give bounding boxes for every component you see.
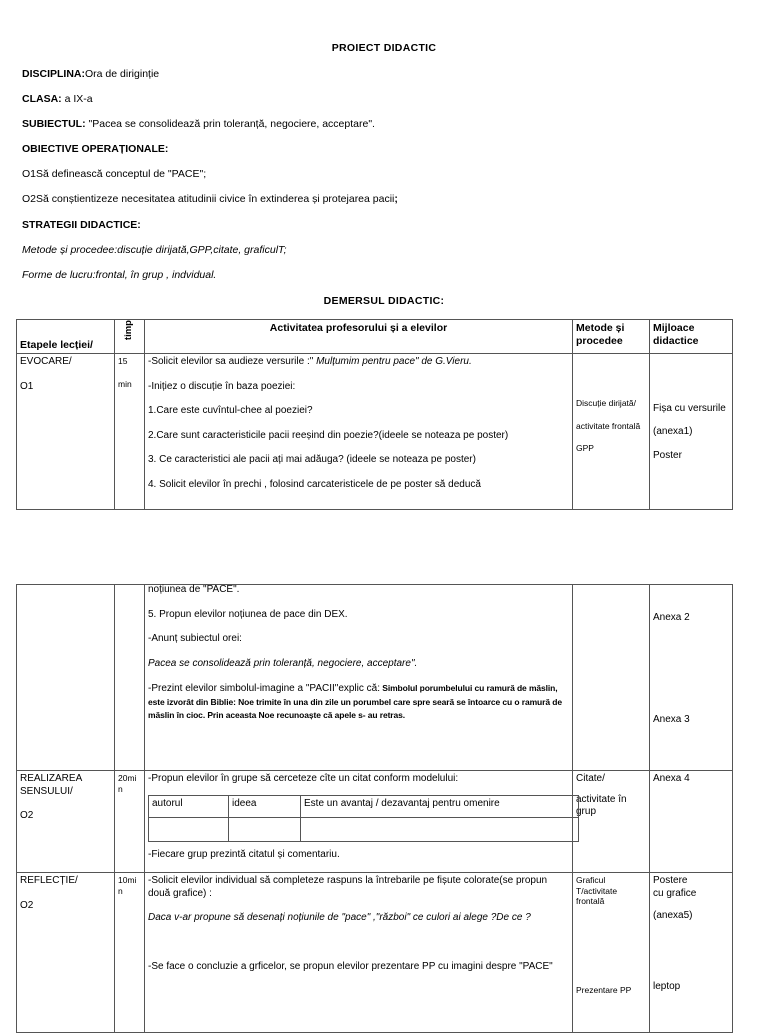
etapa-cell: [17, 873, 115, 1033]
activity-line: [148, 682, 569, 723]
activitate-cell: [145, 585, 573, 771]
obiectiv-label: O2: [20, 899, 34, 911]
disciplina-value: Ora de diriginție: [85, 68, 160, 80]
header-timp: [115, 320, 145, 354]
forme-line: Forme de lucru:frontal, în grup , indvidual.: [22, 269, 217, 281]
page-title: PROIECT DIDACTIC: [331, 42, 437, 54]
mijloace-cell: [650, 354, 733, 510]
timp-cell: 10mi n: [115, 873, 145, 1033]
metoda-item: GPP: [576, 443, 594, 453]
activitate-cell: [145, 771, 573, 873]
objective-o2-end: ;: [394, 193, 398, 205]
activity-line: -Se face o concluzie a grficelor, se propun elevilor prezentare PP cu imagini despre "PACE": [148, 960, 553, 972]
timp-unit: min: [118, 378, 132, 389]
subiectul-value: "Pacea se consolidează prin toleranță, negociere, acceptare".: [85, 118, 375, 130]
disciplina-line: [22, 68, 159, 80]
table-row: [17, 771, 733, 873]
activity-line: -Anunț subiectul orei:: [148, 633, 242, 644]
activity-line: 4. Solicit elevilor în prechi , folosind carcateristicele de pe poster să deducă: [148, 478, 481, 490]
activitate-cell: [145, 354, 573, 510]
etapa-label: REFLECȚIE/: [20, 875, 78, 886]
header-etapele: Etapele lecției/: [17, 320, 115, 354]
table-row: [149, 796, 579, 818]
mijloc-item: leptop: [653, 980, 681, 992]
mijloace-cell: [650, 585, 733, 771]
mijloc-item: Fișa cu versurile: [653, 403, 726, 414]
mijloc-item: Poster: [653, 450, 682, 461]
activity-line: -Fiecare grup prezintă citatul și comentariu.: [148, 849, 340, 860]
metode-line: Metode și procedee:discuție dirijată,GPP,citate, graficulT;: [22, 244, 287, 256]
header-activitatea: Activitatea profesorului și a elevilor: [145, 320, 573, 354]
etapa-label: REALIZAREA SENSULUI/: [20, 773, 82, 797]
activity-line: 1.Care este cuvîntul-chee al poeziei?: [148, 405, 313, 416]
objective-o1: O1Să definească conceptul de "PACE";: [22, 168, 207, 180]
mijloace-cell: [650, 771, 733, 873]
metode-cell: [573, 771, 650, 873]
activity-line: -Propun elevilor în grupe să cerceteze cîte un citat conform modelului:: [148, 773, 459, 784]
mijloace-cell: [650, 873, 733, 1033]
metode-cell: [573, 354, 650, 510]
activity-line: -Solicit elevilor individual să completeze raspuns la întrebarile pe fișute colorate(se propun două grafice) :: [148, 875, 548, 899]
etapa-label: EVOCARE/: [20, 356, 72, 367]
subiectul-label: SUBIECTUL:: [22, 118, 86, 130]
objective-o2: [22, 193, 398, 205]
metoda-item: activitate în grup: [576, 793, 627, 817]
timp-cell: 20mi n: [115, 771, 145, 873]
objective-o2-text: O2Să conștientizeze necesitatea atitudinii civice în extinderea și protejarea pacii: [22, 193, 395, 205]
citat-model-table: [148, 795, 579, 842]
metoda-item: Graficul T/activitate frontală: [576, 875, 618, 906]
metode-cell: [573, 585, 650, 771]
table-row: [17, 585, 733, 771]
mijloc-item: Anexa 3: [653, 713, 690, 725]
table-row: [149, 818, 579, 842]
disciplina-label: DISCIPLINA:: [22, 68, 85, 80]
poem-title: Mulțumim pentru pace" de G.Vieru.: [313, 356, 472, 367]
metoda-item: Discuție dirijată/: [576, 398, 636, 408]
lesson-subject: Pacea se consolidează prin toleranță, negociere, acceptare".: [148, 657, 418, 669]
table-row: [17, 354, 733, 510]
etapa-cell: [17, 771, 115, 873]
obiectiv-label: O1: [20, 380, 34, 392]
activity-text: -Prezint elevilor simbolul-imagine a "PACII"explic că:: [148, 683, 380, 694]
mijloc-item: Postere cu grafice: [653, 875, 697, 899]
mijloc-item: Anexa 2: [653, 612, 690, 623]
table-cell: [229, 818, 301, 842]
metode-cell: [573, 873, 650, 1033]
table-row: [17, 873, 733, 1033]
etapa-cell: [17, 585, 115, 771]
lesson-table-part1: [16, 319, 733, 510]
activity-line: noțiunea de "PACE".: [148, 584, 240, 595]
mijloc-item: (anexa1): [653, 425, 693, 437]
citat-col-ideea: ideea: [229, 796, 301, 818]
table-cell: [301, 818, 579, 842]
lesson-table-part2: [16, 584, 733, 1033]
header-timp-label: timp: [123, 320, 135, 341]
timp-cell: [115, 585, 145, 771]
citat-col-avantaj: Este un avantaj / dezavantaj pentru omenire: [301, 796, 579, 818]
symbol-explanation: Simbolul porumbelului cu ramură de măslin, este izvorât din Biblie: Noe trimite în una din zile un porumbel care spre seară se întoarce cu o ramură de măslin în cioc. Prin aceasta Noe recunoaște că apele s- au retras.: [148, 683, 562, 720]
activitate-cell: [145, 873, 573, 1033]
obiective-heading: OBIECTIVE OPERAȚIONALE:: [22, 143, 169, 155]
metoda-item: Citate/: [576, 773, 605, 784]
subiectul-line: [22, 118, 375, 130]
table-header-row: [17, 320, 733, 354]
mijloc-item: (anexa5): [653, 910, 693, 921]
mijloc-item: Anexa 4: [653, 773, 690, 784]
etapa-cell: [17, 354, 115, 510]
timp-cell: [115, 354, 145, 510]
timp-value: 15: [118, 356, 128, 366]
table-cell: [149, 818, 229, 842]
activity-line: 3. Ce caracteristici ale pacii ați mai adăuga? (ideele se noteaza pe poster): [148, 454, 476, 465]
strategii-heading: STRATEGII DIDACTICE:: [22, 219, 141, 231]
clasa-label: CLASA:: [22, 93, 62, 105]
activity-line: 5. Propun elevilor noțiunea de pace din DEX.: [148, 608, 348, 620]
header-mijloace: Mijloace didactice: [650, 320, 733, 354]
demersul-heading: DEMERSUL DIDACTIC:: [323, 295, 445, 307]
citat-col-autor: autorul: [149, 796, 229, 818]
clasa-line: [22, 93, 93, 105]
metoda-item: activitate frontală: [576, 420, 641, 431]
activity-line: -Inițiez o discuție în baza poeziei:: [148, 380, 296, 392]
activity-text: -Solicit elevilor sa audieze versurile :": [148, 356, 314, 367]
clasa-value: a IX-a: [61, 93, 93, 105]
activity-line: [148, 356, 569, 369]
metoda-item: Prezentare PP: [576, 984, 632, 995]
activity-question: Daca v-ar propune să desenați noțiunile de "pace" ,"război" ce culori ai alege ?De ce ?: [148, 912, 531, 923]
header-metode: Metode și procedee: [573, 320, 650, 354]
obiectiv-label: O2: [20, 810, 34, 821]
activity-line: 2.Care sunt caracteristicile pacii reeșind din poezie?(ideele se noteaza pe poster): [148, 429, 509, 441]
